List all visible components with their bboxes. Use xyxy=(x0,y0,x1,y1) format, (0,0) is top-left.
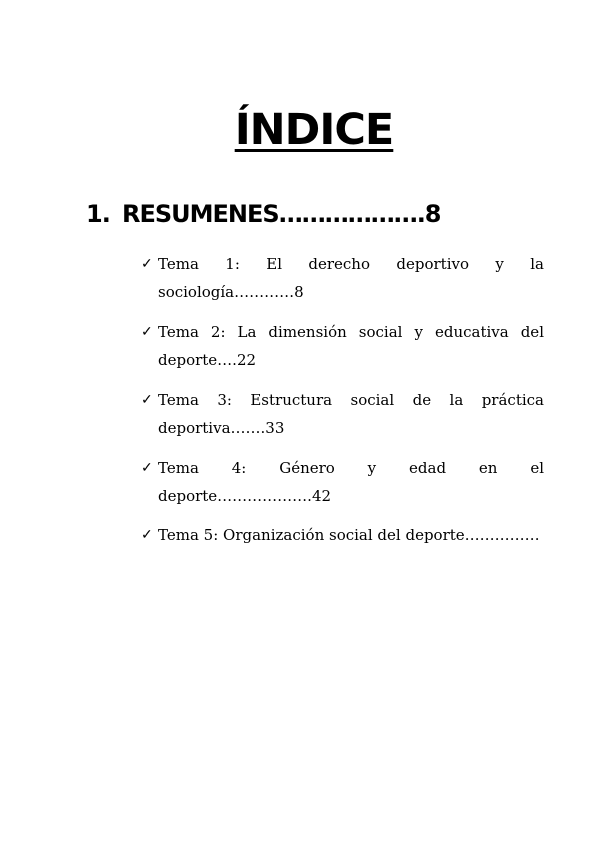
toc-item-tema-3 xyxy=(138,386,544,442)
toc-item-text: Tema 2: La dimensión social y educativa del deporte….22 xyxy=(158,323,544,369)
checkmark-icon: ✓ xyxy=(141,392,153,408)
toc-item-text: Tema 5: Organización social del deporte…………… xyxy=(158,526,540,544)
toc-item-tema-5 xyxy=(138,521,544,549)
checkmark-icon: ✓ xyxy=(141,460,153,476)
page-title: ÍNDICE xyxy=(234,105,394,155)
checkmark-icon: ✓ xyxy=(141,527,153,543)
section-heading xyxy=(86,196,441,232)
section-label: RESUMENES……………….8 xyxy=(122,200,441,228)
toc-item-text: Tema 4: Género y edad en el deporte……………….42 xyxy=(158,459,544,505)
section-number: 1. xyxy=(86,200,110,228)
checkmark-icon: ✓ xyxy=(141,256,153,272)
toc-list xyxy=(138,250,544,560)
toc-item-text: Tema 1: El derecho deportivo y la sociología…………8 xyxy=(158,255,544,301)
toc-item-tema-1 xyxy=(138,250,544,306)
toc-item-tema-4 xyxy=(138,454,544,510)
toc-item-tema-2 xyxy=(138,318,544,374)
checkmark-icon: ✓ xyxy=(141,324,153,340)
toc-item-text: Tema 3: Estructura social de la práctica deportiva…….33 xyxy=(158,391,544,437)
